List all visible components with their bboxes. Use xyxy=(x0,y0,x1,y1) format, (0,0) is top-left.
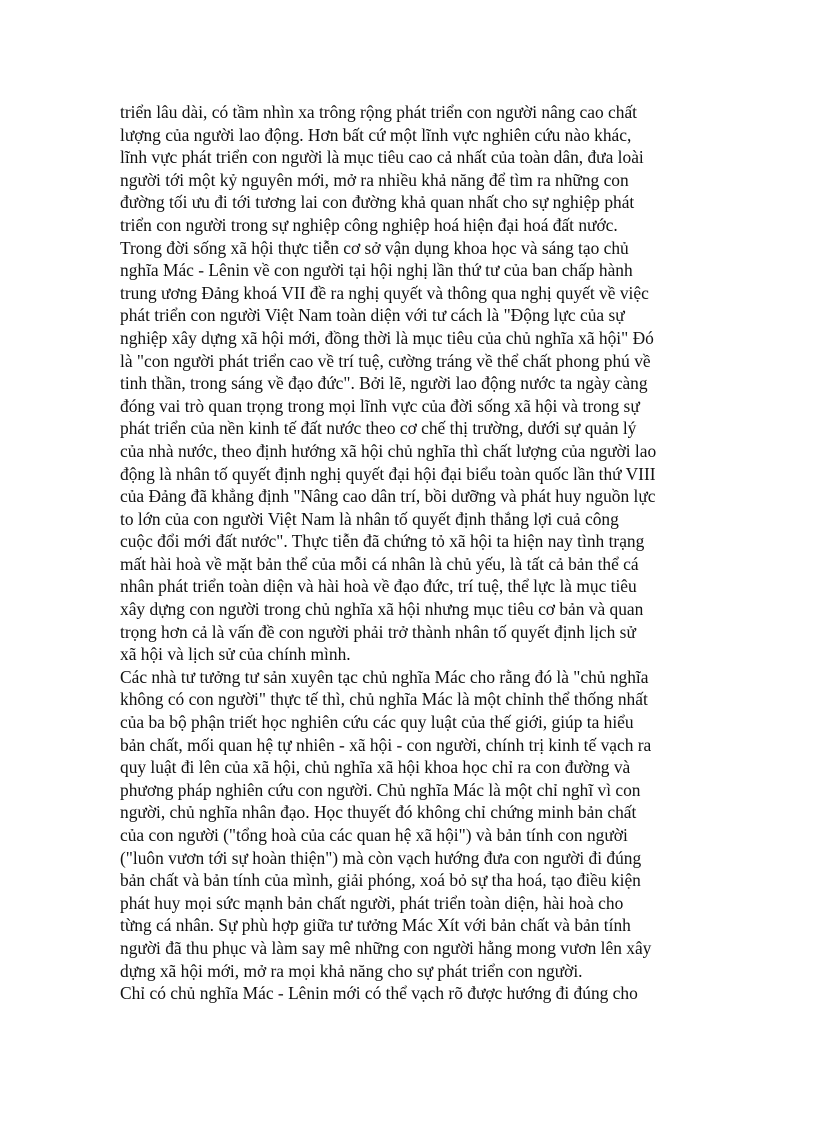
text-line: bản chất và bản tính của mình, giải phóng, xoá bỏ sự tha hoá, tạo điều kiện xyxy=(120,870,641,891)
text-line: to lớn của con người Việt Nam là nhân tố quyết định thắng lợi cuả công xyxy=(120,508,619,529)
text-line: Các nhà tư tưởng tư sản xuyên tạc chủ nghĩa Mác cho rằng đó là "chủ nghĩa xyxy=(120,666,649,687)
text-line: từng cá nhân. Sự phù hợp giữa tư tưởng Mác Xít với bản chất và bản tính xyxy=(120,915,631,936)
text-line: phương pháp nghiên cứu con người. Chủ nghĩa Mác là một chỉ nghĩ vì con xyxy=(120,779,641,800)
text-line: của Đảng đã khẳng định "Nâng cao dân trí, bồi dưỡng và phát huy nguồn lực xyxy=(120,486,656,507)
text-line: lượng của người lao động. Hơn bất cứ một lĩnh vực nghiên cứu nào khác, xyxy=(120,124,632,145)
text-line: lĩnh vực phát triển con người là mục tiêu cao cả nhất của toàn dân, đưa loài xyxy=(120,147,644,168)
text-line: đóng vai trò quan trọng trong mọi lĩnh vực của đời sống xã hội và trong sự xyxy=(120,395,640,416)
text-line: xây dựng con người trong chủ nghĩa xã hội nhưng mục tiêu cơ bản và quan xyxy=(120,599,644,620)
body-text xyxy=(120,101,700,1005)
text-line: triển lâu dài, có tầm nhìn xa trông rộng phát triển con người nâng cao chất xyxy=(120,102,637,122)
text-line: ("luôn vươn tới sự hoàn thiện") mà còn vạch hướng đưa con người đi đúng xyxy=(120,847,642,868)
text-line: triển con người trong sự nghiệp công nghiệp hoá hiện đại hoá đất nước. xyxy=(120,214,618,235)
text-line: trọng hơn cả là vấn đề con người phải trở thành nhân tố quyết định lịch sử xyxy=(120,621,636,642)
text-line: người đã thu phục và làm say mê những con người hằng mong vươn lên xây xyxy=(120,937,652,958)
text-line: mất hài hoà về mặt bản thể của mỗi cá nhân là chủ yếu, là tất cả bản thể cá xyxy=(120,553,639,574)
text-line: cuộc đổi mới đất nước". Thực tiễn đã chứng tỏ xã hội ta hiện nay tình trạng xyxy=(120,531,645,552)
text-line: người, chủ nghĩa nhân đạo. Học thuyết đó không chỉ chứng minh bản chất xyxy=(120,802,637,823)
text-line: nhân phát triển toàn diện và hài hoà về đạo đức, trí tuệ, thể lực là mục tiêu xyxy=(120,576,637,597)
text-line: của ba bộ phận triết học nghiên cứu các quy luật của thế giới, giúp ta hiểu xyxy=(120,712,634,733)
text-line: không có con người" thực tế thì, chủ nghĩa Mác là một chỉnh thể thống nhất xyxy=(120,689,648,710)
text-line: bản chất, mối quan hệ tự nhiên - xã hội - con người, chính trị kinh tế vạch ra xyxy=(120,734,652,755)
text-line: của nhà nước, theo định hướng xã hội chủ nghĩa thì chất lượng của người lao xyxy=(120,440,657,461)
text-line: tinh thần, trong sáng về đạo đức". Bởi lẽ, người lao động nước ta ngày càng xyxy=(120,373,648,394)
text-line: trung ương Đảng khoá VII đề ra nghị quyết và thông qua nghị quyết về việc xyxy=(120,282,649,303)
text-line: phát triển của nền kinh tế đất nước theo cơ chế thị trường, dưới sự quản lý xyxy=(120,418,637,439)
text-line: nghiệp xây dựng xã hội mới, đồng thời là mục tiêu của chủ nghĩa xã hội" Đó xyxy=(120,327,654,348)
text-line: Chỉ có chủ nghĩa Mác - Lênin mới có thể vạch rõ được hướng đi đúng cho xyxy=(120,983,638,1004)
text-line: động là nhân tố quyết định nghị quyết đại hội đại biểu toàn quốc lần thứ VIII xyxy=(120,463,656,484)
text-line: người tới một kỷ nguyên mới, mở ra nhiều khả năng để tìm ra những con xyxy=(120,169,629,190)
text-line: Trong đời sống xã hội thực tiễn cơ sở vận dụng khoa học và sáng tạo chủ xyxy=(120,237,629,258)
text-line: quy luật đi lên của xã hội, chủ nghĩa xã hội khoa học chỉ ra con đường và xyxy=(120,757,631,778)
text-line: là "con người phát triển cao về trí tuệ, cường tráng về thể chất phong phú về xyxy=(120,350,651,371)
text-line: phát huy mọi sức mạnh bản chất người, phát triển toàn diện, hài hoà cho xyxy=(120,892,624,913)
text-line: đường tối ưu đi tới tương lai con đường khả quan nhất cho sự nghiệp phát xyxy=(120,192,635,213)
text-line: phát triển con người Việt Nam toàn diện với tư cách là "Động lực của sự xyxy=(120,305,625,326)
text-line: dựng xã hội mới, mở ra mọi khả năng cho sự phát triển con người. xyxy=(120,960,583,981)
text-line: nghĩa Mác - Lênin về con người tại hội nghị lần thứ tư của ban chấp hành xyxy=(120,260,633,281)
text-line: xã hội và lịch sử của chính mình. xyxy=(120,644,351,665)
text-line: của con người ("tổng hoà của các quan hệ xã hội") và bản tính con người xyxy=(120,825,628,845)
